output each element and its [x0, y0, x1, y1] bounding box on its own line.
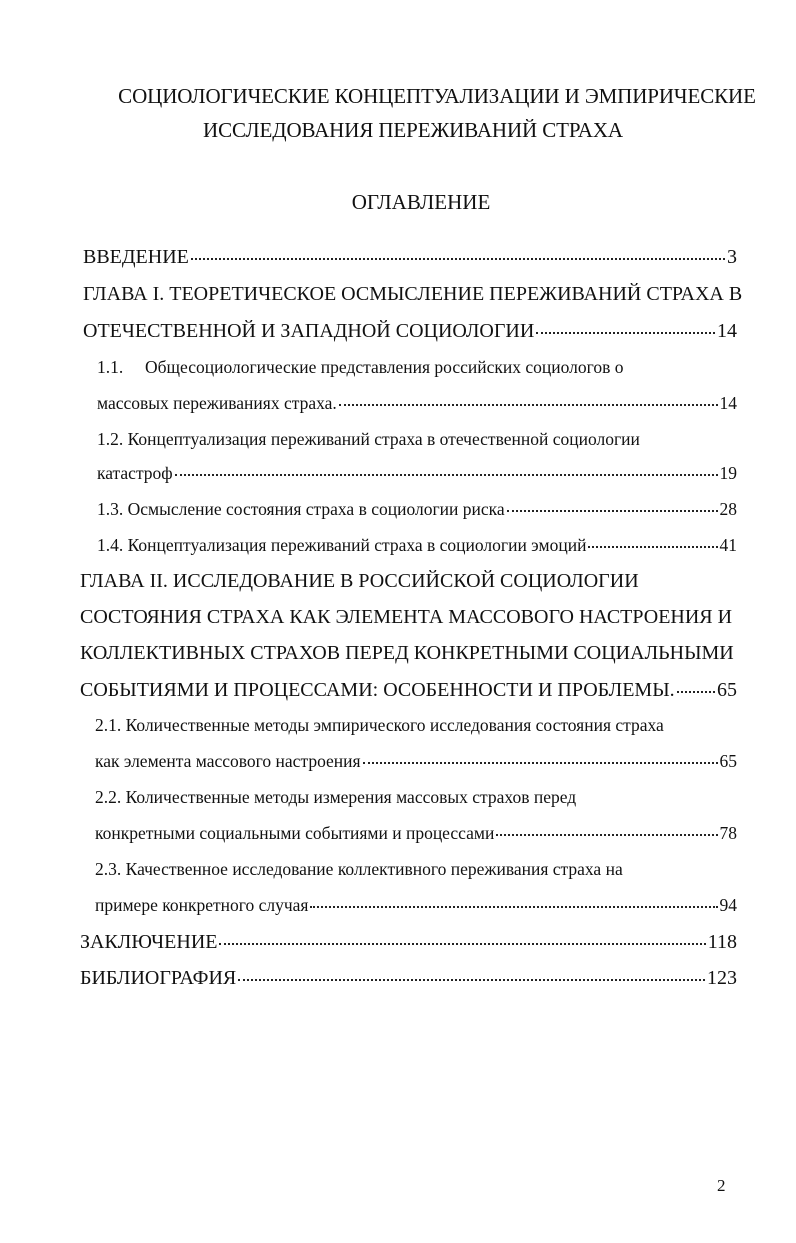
toc-page-number: 3: [727, 246, 737, 268]
toc-entry-label: 1.3. Осмысление состояния страха в социологии риска: [97, 499, 505, 519]
toc-entry-label: СОБЫТИЯМИ И ПРОЦЕССАМИ: ОСОБЕННОСТИ И ПРОБЛЕМЫ.: [80, 679, 675, 701]
leader-dots: [310, 906, 717, 908]
toc-entry-section-1-2[interactable]: [97, 463, 737, 484]
leader-dots: [175, 474, 718, 476]
toc-entry-section-2-1[interactable]: [95, 751, 737, 772]
toc-entry-label: БИБЛИОГРАФИЯ: [80, 967, 237, 989]
toc-page-number: 65: [717, 679, 737, 701]
toc-entry-label: массовых переживаниях страха.: [97, 393, 337, 413]
toc-section-2-2-line-1[interactable]: 2.2. Количественные методы измерения массовых страхов перед: [95, 787, 577, 807]
toc-chapter-2-line-3[interactable]: КОЛЛЕКТИВНЫХ СТРАХОВ ПЕРЕД КОНКРЕТНЫМИ СОЦИАЛЬНЫМИ: [80, 642, 734, 664]
toc-entry-label: ЗАКЛЮЧЕНИЕ: [80, 931, 218, 953]
document-title-line-1: СОЦИОЛОГИЧЕСКИЕ КОНЦЕПТУАЛИЗАЦИИ И ЭМПИРИЧЕСКИЕ: [118, 84, 756, 108]
toc-entry-intro[interactable]: [83, 246, 737, 269]
toc-entry-label: ВВЕДЕНИЕ: [83, 246, 189, 268]
leader-dots: [363, 762, 718, 764]
toc-section-1-1-line-1[interactable]: [97, 357, 624, 378]
section-number: 1.1.: [97, 357, 124, 377]
toc-entry-bibliography[interactable]: [80, 967, 737, 990]
toc-page-number: 78: [719, 823, 737, 843]
toc-page-number: 65: [719, 751, 737, 771]
toc-section-2-3-line-1[interactable]: 2.3. Качественное исследование коллективного переживания страха на: [95, 859, 623, 879]
toc-entry-label: конкретными социальными событиями и процессами: [95, 823, 495, 843]
toc-chapter-2-line-1[interactable]: ГЛАВА II. ИССЛЕДОВАНИЕ В РОССИЙСКОЙ СОЦИОЛОГИИ: [80, 570, 639, 592]
toc-page-number: 19: [719, 463, 737, 483]
leader-dots: [536, 332, 715, 334]
leader-dots: [496, 834, 717, 836]
leader-dots: [238, 979, 705, 981]
toc-entry-label: 1.4. Концептуализация переживаний страха в социологии эмоций: [97, 535, 587, 555]
toc-entry-section-1-4[interactable]: [97, 535, 737, 556]
toc-page-number: 118: [707, 931, 737, 953]
toc-page-number: 14: [719, 393, 737, 413]
leader-dots: [219, 943, 705, 945]
page-number: 2: [717, 1176, 726, 1195]
toc-entry-label: как элемента массового настроения: [95, 751, 361, 771]
toc-section-2-1-line-1[interactable]: 2.1. Количественные методы эмпирического исследования состояния страха: [95, 715, 664, 735]
toc-entry-conclusion[interactable]: [80, 931, 737, 954]
toc-chapter-1-line-1[interactable]: ГЛАВА I. ТЕОРЕТИЧЕСКОЕ ОСМЫСЛЕНИЕ ПЕРЕЖИВАНИЙ СТРАХА В: [83, 283, 743, 305]
toc-entry-chapter-2[interactable]: [80, 679, 737, 702]
leader-dots: [339, 404, 718, 406]
toc-entry-section-2-2[interactable]: [95, 823, 737, 844]
leader-dots: [588, 546, 717, 548]
section-title: Общесоциологические представления российских социологов о: [145, 357, 624, 377]
toc-page-number: 14: [717, 320, 737, 342]
toc-section-1-2-line-1[interactable]: 1.2. Концептуализация переживаний страха в отечественной социологии: [97, 429, 640, 449]
toc-entry-section-1-3[interactable]: [97, 499, 737, 520]
leader-dots: [507, 510, 718, 512]
toc-entry-label: примере конкретного случая: [95, 895, 309, 915]
toc-page-number: 123: [707, 967, 737, 989]
toc-chapter-2-line-2[interactable]: СОСТОЯНИЯ СТРАХА КАК ЭЛЕМЕНТА МАССОВОГО НАСТРОЕНИЯ И: [80, 606, 733, 628]
document-title-line-2: ИССЛЕДОВАНИЯ ПЕРЕЖИВАНИЙ СТРАХА: [203, 118, 623, 142]
toc-page-number: 94: [719, 895, 737, 915]
toc-entry-section-1-1[interactable]: [97, 393, 737, 414]
leader-dots: [191, 258, 725, 260]
toc-heading: ОГЛАВЛЕНИЕ: [351, 190, 491, 214]
toc-entry-chapter-1[interactable]: [83, 320, 737, 343]
toc-entry-section-2-3[interactable]: [95, 895, 737, 916]
leader-dots: [677, 691, 715, 693]
toc-entry-label: катастроф: [97, 463, 173, 483]
toc-entry-label: ОТЕЧЕСТВЕННОЙ И ЗАПАДНОЙ СОЦИОЛОГИИ: [83, 320, 535, 342]
toc-page-number: 41: [719, 535, 737, 555]
toc-page-number: 28: [719, 499, 737, 519]
